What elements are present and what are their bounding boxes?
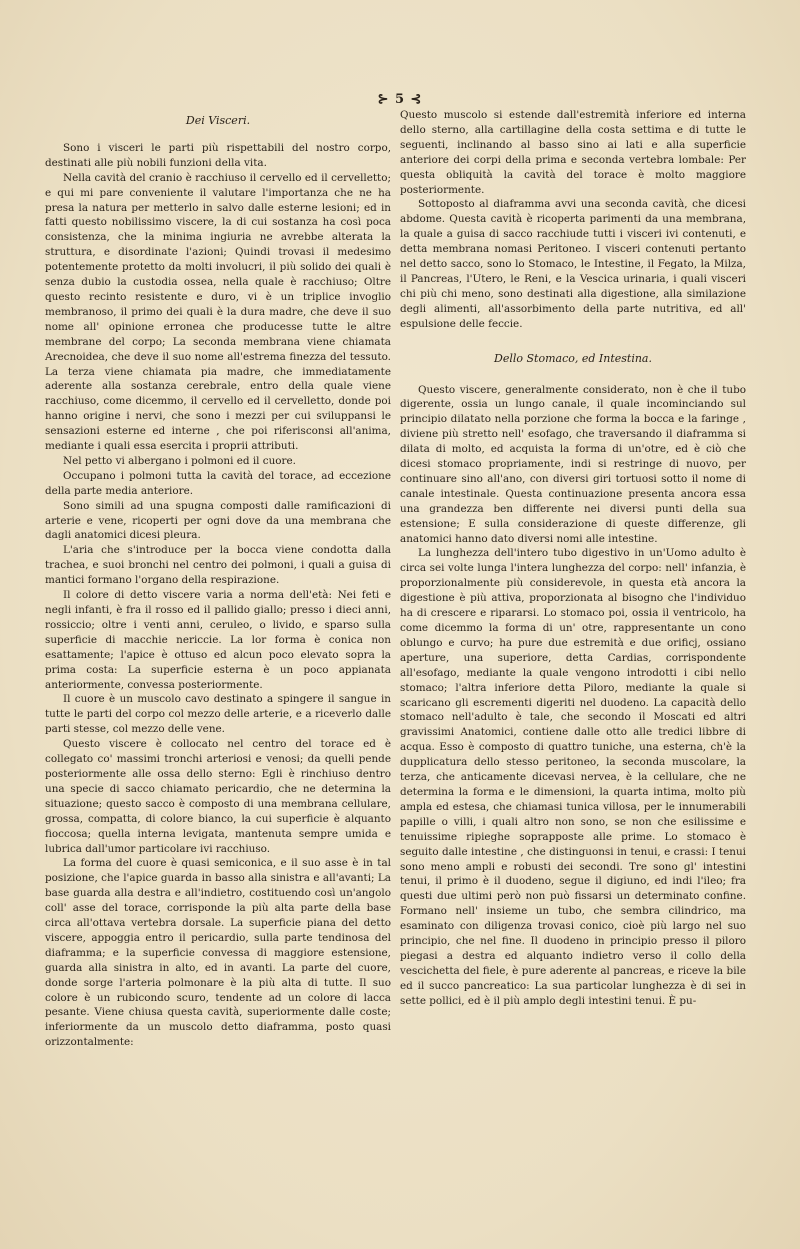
paragraph: Nella cavità del cranio è racchiuso il cervello ed il cervelletto; e qui mi pare conveniente il valutare l'importanza che ne ha presa la natura per metterlo in salvo dalle esterne lesioni; ed in fatti questo nobilissimo viscere, la di cui sostanza ha così poca consistenza, che la minima ingiuria ne avrebbe alterata la struttura, e disordinate l'azioni; Quindi trovasi il medesimo potentemente protetto da molti involucri, il più solido dei quali è senza dubio la custodia ossea, nella quale è racchiuso; Oltre questo recinto resistente e duro, vi è un triplice invoglio membranoso, il primo dei quali è la dura madre, che deve il suo nome all' opinione erronea che producesse tutte le altre membrane del corpo; La seconda membrana viene chiamata Arecnoidea, che deve il suo nome all'estrema finezza del tessuto. La terza viene chiamata pia madre, che immediatamente aderente alla sostanza cerebrale, entro della quale viene racchiuso, come dicemmo, il cervello ed il cervelletto, donde poi hanno origine i nervi, che sono i mezzi per cui sviluppansi le sensazioni esterne ed interne , che poi riferisconsi all'anima, mediante i quali essa esercita i proprii attributi. [45, 171, 391, 453]
paragraph: Sono i visceri le parti più rispettabili del nostro corpo, destinati alle più nobili funzioni della vita. [45, 141, 391, 169]
paragraph: Nel petto vi albergano i polmoni ed il cuore. [63, 454, 296, 467]
paragraph: Questo muscolo si estende dall'estremità inferiore ed interna dello sterno, alla cartillagine della costa settima e di tutte le seguenti, inclinando al basso sino ai lati e alla superficie anteriore dei corpi della prima e seconda vertebra lombale: Per questa obliquità la cavità del torace è molto maggiore posteriormente. [400, 109, 746, 196]
right-column [400, 108, 746, 1009]
section-heading-stomaco: Dello Stomaco, ed Intestina. [494, 351, 652, 365]
paragraph: Sottoposto al diaframma avvi una seconda cavità, che dicesi abdome. Questa cavità è ricoperta parimenti da una membrana, la quale a guisa di sacco racchiude tutti i visceri ivi contenuti, e detta membrana nomasi Peritoneo. I visceri contenuti pertanto nel detto sacco, sono lo Stomaco, le Intestine, il Fegato, la Milza, il Pancreas, l'Utero, le Reni, e la Vescica urinaria, i quali visceri chi più chi meno, sono destinati alla digestione, alla similazione degli alimenti, all'assorbimento della parte nutritiva, ed all' espulsione delle feccie. [400, 198, 746, 330]
paragraph: La lunghezza dell'intero tubo digestivo in un'Uomo adulto è circa sei volte lunga l'intera lunghezza del corpo: nell' infanzia, è proporzionalmente più considerevole, in questa età ancora la digestione è più attiva, proporzionata al bisogno che l'individuo ha di crescere e ripararsi. Lo stomaco poi, ossia il ventricolo, ha come dicemmo la forma di un' otre, rappresentante un cono oblungo e curvo; ha pure due estremità e due orificj, ossiano aperture, una superiore, detta Cardias, corrispondente all'esofago, mediante la quale vengono introdotti i cibi nello stomaco; l'altra inferiore detta Piloro, mediante la quale si scaricano gli escrementi digeriti nel duodeno. La capacità dello stomaco nell'adulto è tale, che secondo il Moscati ed altri gravissimi Anatomici, contiene dalle otto alle tredici libbre di acqua. Esso è composto di quattro tuniche, una esterna, ch'è la dupplicatura dello stesso peritoneo, la seconda muscolare, la terza, che anticamente dicevasi nervea, è la cellulare, che ne determina la forma e le dimensioni, la quarta intima, molto più ampla ed estesa, che chiamasi tunica villosa, per le innumerabili papille o villi, i quali altro non sono, se non che esilissime e tenuissime ripieghe soprapposte alle prime. Lo stomaco è seguito dalle intestine , che distinguonsi in tenui, e crassi: I tenui sono meno ampli e robusti dei secondi. Tre sono gl' intestini tenui, il primo è il duodeno, segue il digiuno, ed indi l'ileo; fra questi due ultimi però non può fissarsi un determinato confine. Formano nell' insieme un tubo, che sembra cilindrico, ma esaminato con diligenza trovasi conico, cioè più largo nel suo principio, che nel fine. Il duodeno in principio presso il piloro piegasi a destra ed alquanto indietro verso il collo della vescichetta del fiele, è pure aderente al pancreas, e riceve la bile ed il succo pancreatico: La sua particolar lunghezza è di sei in sette pollici, ed è il più amplo degli intestini tenui. È pu- [400, 547, 746, 1007]
paragraph: Il colore di detto viscere varia a norma dell'età: Nei feti e negli infanti, è fra il rosso ed il pallido giallo; presso i dieci anni, rossiccio; oltre i venti anni, ceruleo, o livido, e sparso sulla superficie di macchie nericcie. La lor forma è conica non esattamente; l'apice è ottuso ed alcun poco elevato sopra la prima costa: La superficie esterna è un poco appianata anteriormente, convessa posteriormente. [45, 589, 391, 691]
paragraph: Il cuore è un muscolo cavo destinato a spingere il sangue in tutte le parti del corpo col mezzo delle arterie, e a riceverlo dalle parti stesse, col mezzo delle vene. [45, 693, 391, 736]
paragraph: Questo viscere, generalmente considerato, non è che il tubo digerente, ossia un lungo canale, il quale incominciando sul principio dilatato nella porzione che forma la bocca e la faringe , diviene più stretto nell' esofago, che traversando il diaframma si dilata di molto, ed acquista la forma di un'otre, ed è ciò che dicesi stomaco propriamente, indi si restringe di nuovo, per continuare sino all'ano, con diversi giri tortuosi sotto il nome di canale intestinale. Questa continuazione presenta ancora essa una grandezza ben differente nei diversi punti della sua estensione; E sulla considerazione di queste differenze, gli anatomici hanno dato diversi nomi alle intestine. [400, 383, 746, 545]
paragraph: L'aria che s'introduce per la bocca viene condotta dalla trachea, e suoi bronchi nel centro dei polmoni, i quali a guisa di mantici formano l'organo della respirazione. [45, 544, 391, 587]
page-number: ⊱ 5 ⊰ [377, 92, 423, 107]
paragraph: Occupano i polmoni tutta la cavità del torace, ad eccezione della parte media anteriore. [45, 469, 391, 497]
paragraph: Sono simili ad una spugna composti dalle ramificazioni di arterie e vene, ricoperti per ogni dove da una membrana che dagli anatomici dicesi pleura. [45, 499, 391, 542]
left-column [45, 108, 391, 1050]
paragraph: Questo viscere è collocato nel centro del torace ed è collegato co' massimi tronchi arteriosi e venosi; da quelli pende posteriormente alle ossa dello sterno: Egli è rinchiuso dentro una specie di sacco chiamato pericardio, che ne determina la situazione; questo sacco è composto di una membrana cellulare, grossa, compatta, di colore bianco, la cui superficie è alquanto fioccosa; quella interna levigata, mantenuta sempre umida e lubrica dall'umor particolare ivi racchiuso. [45, 738, 391, 855]
paragraph: La forma del cuore è quasi semiconica, e il suo asse è in tal posizione, che l'apice guarda in basso alla sinistra e all'avanti; La base guarda alla destra e all'indietro, costituendo così un'angolo coll' asse del torace, corrisponde la più alta parte della base circa all'ottava vertebra dorsale. La superficie piana del detto viscere, appoggia entro il pericardio, sulla parte tendinosa del diaframma; e la superficie convessa di maggiore estensione, guarda alla sinistra in alto, ed in avanti. La parte del cuore, donde sorge l'arteria polmonare è la più alta di tutte. Il suo colore è un rubicondo scuro, tendente ad un colore di lacca pesante. Viene chiusa questa cavità, superiormente dalle coste; inferiormente da un muscolo detto diaframma, posto quasi orizzontalmente: [45, 857, 391, 1049]
section-heading-visceri: Dei Visceri. [185, 114, 251, 127]
